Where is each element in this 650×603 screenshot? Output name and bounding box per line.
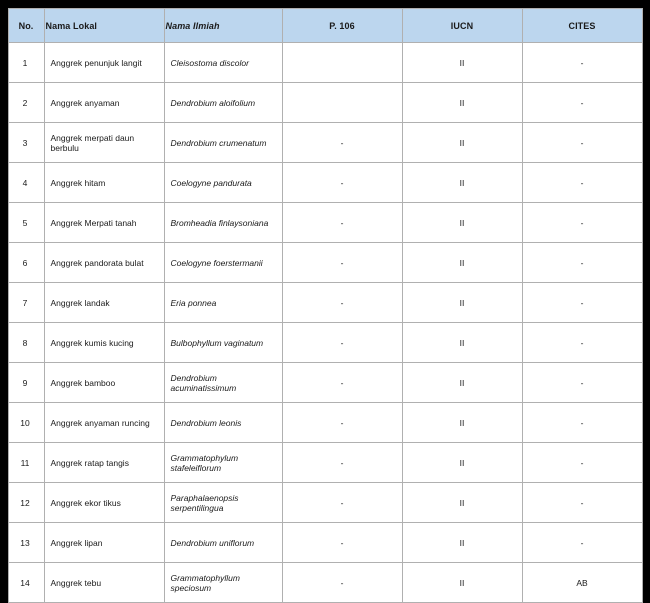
cell-iucn: II	[402, 523, 522, 563]
cell-no: 3	[8, 123, 44, 163]
cell-cites: -	[522, 83, 642, 123]
cell-no: 7	[8, 283, 44, 323]
column-header-no: No.	[8, 9, 44, 43]
cell-iucn: II	[402, 43, 522, 83]
table-header-row	[8, 9, 642, 43]
cell-nama-ilmiah: Dendrobium uniflorum	[164, 523, 282, 563]
cell-nama-lokal: Anggrek pandorata bulat	[44, 243, 164, 283]
cell-iucn: II	[402, 203, 522, 243]
cell-no: 10	[8, 403, 44, 443]
cell-nama-ilmiah: Cleisostoma discolor	[164, 43, 282, 83]
cell-no: 12	[8, 483, 44, 523]
cell-cites: -	[522, 43, 642, 83]
cell-p106: -	[282, 163, 402, 203]
cell-no: 9	[8, 363, 44, 403]
cell-iucn: II	[402, 403, 522, 443]
cell-nama-ilmiah: Grammatophyllum speciosum	[164, 563, 282, 603]
cell-nama-lokal: Anggrek lipan	[44, 523, 164, 563]
cell-p106: -	[282, 283, 402, 323]
cell-p106: -	[282, 243, 402, 283]
cell-iucn: II	[402, 243, 522, 283]
cell-no: 2	[8, 83, 44, 123]
cell-cites: -	[522, 323, 642, 363]
cell-p106: -	[282, 563, 402, 603]
cell-cites: -	[522, 283, 642, 323]
cell-nama-ilmiah: Eria ponnea	[164, 283, 282, 323]
cell-cites: -	[522, 123, 642, 163]
cell-cites: -	[522, 443, 642, 483]
cell-iucn: II	[402, 283, 522, 323]
cell-p106: -	[282, 523, 402, 563]
cell-cites: -	[522, 203, 642, 243]
cell-no: 11	[8, 443, 44, 483]
cell-p106: -	[282, 203, 402, 243]
cell-p106	[282, 83, 402, 123]
cell-cites: AB	[522, 563, 642, 603]
cell-nama-ilmiah: Grammatophylum stafeleiflorum	[164, 443, 282, 483]
cell-no: 4	[8, 163, 44, 203]
table-row	[8, 283, 642, 323]
cell-nama-lokal: Anggrek hitam	[44, 163, 164, 203]
cell-nama-ilmiah: Dendrobium acuminatissimum	[164, 363, 282, 403]
table-row	[8, 323, 642, 363]
cell-p106: -	[282, 443, 402, 483]
cell-nama-ilmiah: Dendrobium aloifolium	[164, 83, 282, 123]
cell-cites: -	[522, 403, 642, 443]
column-header-nama-lokal: Nama Lokal	[44, 9, 164, 43]
cell-cites: -	[522, 163, 642, 203]
cell-p106: -	[282, 483, 402, 523]
table-row	[8, 523, 642, 563]
table-row	[8, 563, 642, 603]
cell-nama-ilmiah: Paraphalaenopsis serpentilingua	[164, 483, 282, 523]
cell-cites: -	[522, 363, 642, 403]
table-row	[8, 83, 642, 123]
cell-p106: -	[282, 363, 402, 403]
cell-nama-lokal: Anggrek anyaman	[44, 83, 164, 123]
cell-nama-lokal: Anggrek kumis kucing	[44, 323, 164, 363]
cell-nama-lokal: Anggrek bamboo	[44, 363, 164, 403]
cell-no: 8	[8, 323, 44, 363]
column-header-cites: CITES	[522, 9, 642, 43]
cell-p106: -	[282, 323, 402, 363]
table-row	[8, 403, 642, 443]
table-row	[8, 203, 642, 243]
cell-cites: -	[522, 523, 642, 563]
cell-nama-lokal: Anggrek tebu	[44, 563, 164, 603]
table-body	[8, 43, 642, 603]
cell-no: 5	[8, 203, 44, 243]
cell-iucn: II	[402, 563, 522, 603]
cell-nama-ilmiah: Coelogyne foerstermanii	[164, 243, 282, 283]
cell-no: 6	[8, 243, 44, 283]
cell-no: 14	[8, 563, 44, 603]
cell-nama-lokal: Anggrek ratap tangis	[44, 443, 164, 483]
cell-iucn: II	[402, 483, 522, 523]
cell-nama-lokal: Anggrek anyaman runcing	[44, 403, 164, 443]
cell-nama-ilmiah: Bulbophyllum vaginatum	[164, 323, 282, 363]
table-row	[8, 363, 642, 403]
cell-cites: -	[522, 483, 642, 523]
cell-iucn: II	[402, 443, 522, 483]
cell-iucn: II	[402, 163, 522, 203]
column-header-iucn: IUCN	[402, 9, 522, 43]
table-row	[8, 43, 642, 83]
cell-no: 1	[8, 43, 44, 83]
cell-nama-lokal: Anggrek landak	[44, 283, 164, 323]
cell-iucn: II	[402, 363, 522, 403]
table-row	[8, 483, 642, 523]
cell-nama-lokal: Anggrek ekor tikus	[44, 483, 164, 523]
cell-nama-lokal: Anggrek Merpati tanah	[44, 203, 164, 243]
cell-iucn: II	[402, 123, 522, 163]
cell-nama-ilmiah: Dendrobium leonis	[164, 403, 282, 443]
cell-no: 13	[8, 523, 44, 563]
table-row	[8, 163, 642, 203]
cell-nama-ilmiah: Coelogyne pandurata	[164, 163, 282, 203]
cell-cites: -	[522, 243, 642, 283]
table-row	[8, 123, 642, 163]
cell-p106: -	[282, 403, 402, 443]
table-header	[8, 9, 642, 43]
cell-nama-ilmiah: Bromheadia finlaysoniana	[164, 203, 282, 243]
species-table	[8, 8, 643, 603]
column-header-nama-ilmiah: Nama Ilmiah	[164, 9, 282, 43]
column-header-p106: P. 106	[282, 9, 402, 43]
cell-iucn: II	[402, 83, 522, 123]
table-row	[8, 243, 642, 283]
cell-nama-ilmiah: Dendrobium crumenatum	[164, 123, 282, 163]
cell-nama-lokal: Anggrek penunjuk langit	[44, 43, 164, 83]
cell-p106	[282, 43, 402, 83]
cell-p106: -	[282, 123, 402, 163]
cell-nama-lokal: Anggrek merpati daun berbulu	[44, 123, 164, 163]
table-row	[8, 443, 642, 483]
cell-iucn: II	[402, 323, 522, 363]
